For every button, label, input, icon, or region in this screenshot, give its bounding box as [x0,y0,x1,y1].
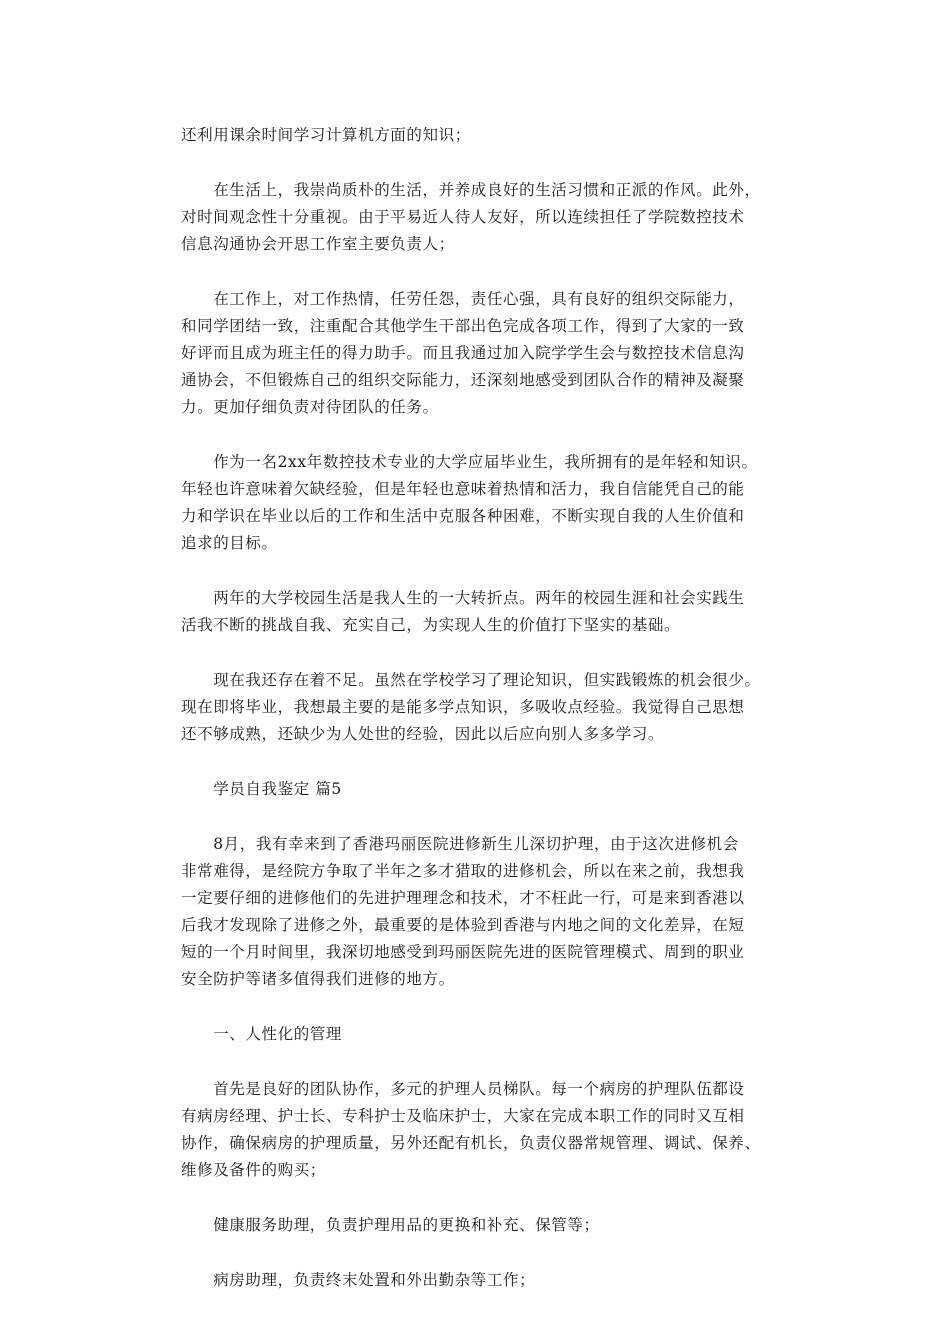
text-line: 力。更加仔细负责对待团队的任务。 [181,398,439,416]
paragraph-4 [181,449,781,557]
text-line: 非常难得，是经院方争取了半年之多才猎取的进修机会，所以在来之前，我想我 [181,862,745,880]
text-line: 现在即将毕业，我想最主要的是能多学点知识，多吸收点经验。我觉得自己思想 [181,698,745,716]
paragraph-1 [181,122,781,149]
text-line: 一、人性化的管理 [181,1025,343,1043]
text-line: 安全防护等诸多值得我们进修的地方。 [181,970,455,988]
text-line: 首先是良好的团队协作，多元的护理人员梯队。每一个病房的护理队伍都设 [181,1080,745,1098]
text-line: 作为一名2xx年数控技术专业的大学应届毕业生，我所拥有的是年轻和知识。 [181,453,758,471]
subsection-heading [181,1021,781,1048]
text-line: 两年的大学校园生活是我人生的一大转折点。两年的校园生涯和社会实践生 [181,589,745,607]
text-line: 后我才发现除了进修之外，最重要的是体验到香港与内地之间的文化差异，在短 [181,916,745,934]
text-line: 现在我还存在着不足。虽然在学校学习了理论知识，但实践锻炼的机会很少。 [181,671,761,689]
paragraph-6 [181,667,781,748]
text-line: 对时间观念性十分重视。由于平易近人待人友好，所以连续担任了学院数控技术 [181,208,745,226]
text-line: 和同学团结一致，注重配合其他学生干部出色完成各项工作，得到了大家的一致 [181,317,745,335]
text-line: 通协会，不但锻炼自己的组织交际能力，还深刻地感受到团队合作的精神及凝聚 [181,371,745,389]
section-heading [181,776,781,803]
text-line: 好评而且成为班主任的得力助手。而且我通过加入院学学生会与数控技术信息沟 [181,344,745,362]
paragraph-9 [181,1212,781,1239]
text-line: 力和学识在毕业以后的工作和生活中克服各种困难，不断实现自我的人生价值和 [181,507,745,525]
text-line: 活我不断的挑战自我、充实自己，为实现人生的价值打下坚实的基础。 [181,616,681,634]
paragraph-5 [181,585,781,639]
text-line: 协作，确保病房的护理质量，另外还配有机长，负责仪器常规管理、调试、保养、 [181,1134,761,1152]
text-line: 有病房经理、护士长、专科护士及临床护士，大家在完成本职工作的同时又互相 [181,1107,745,1125]
text-line: 8月，我有幸来到了香港玛丽医院进修新生儿深切护理，由于这次进修机会 [181,835,739,853]
document-page [181,122,781,1322]
paragraph-8 [181,1076,781,1184]
text-line: 健康服务助理，负责护理用品的更换和补充、保管等； [181,1216,600,1234]
text-line: 还不够成熟，还缺少为人处世的经验，因此以后应向别人多多学习。 [181,725,665,743]
text-line: 学员自我鉴定 篇5 [181,780,342,798]
text-line: 在生活上，我崇尚质朴的生活，并养成良好的生活习惯和正派的作风。此外， [181,181,761,199]
text-line: 信息沟通协会开思工作室主要负责人； [181,235,455,253]
paragraph-7 [181,831,781,993]
paragraph-10 [181,1267,781,1294]
text-line: 年轻也许意味着欠缺经验，但是年轻也意味着热情和活力，我自信能凭自己的能 [181,480,745,498]
text-line: 追求的目标。 [181,534,278,552]
text-line: 维修及备件的购买； [181,1161,326,1179]
text-line: 还利用课余时间学习计算机方面的知识； [181,126,471,144]
paragraph-2 [181,177,781,258]
text-line: 一定要仔细的进修他们的先进护理理念和技术，才不枉此一行，可是来到香港以 [181,889,745,907]
text-line: 在工作上，对工作热情，任劳任怨，责任心强，具有良好的组织交际能力， [181,290,745,308]
text-line: 病房助理，负责终末处置和外出勤杂等工作； [181,1271,536,1289]
text-line: 短的一个月时间里，我深切地感受到玛丽医院先进的医院管理模式、周到的职业 [181,943,745,961]
paragraph-3 [181,286,781,421]
